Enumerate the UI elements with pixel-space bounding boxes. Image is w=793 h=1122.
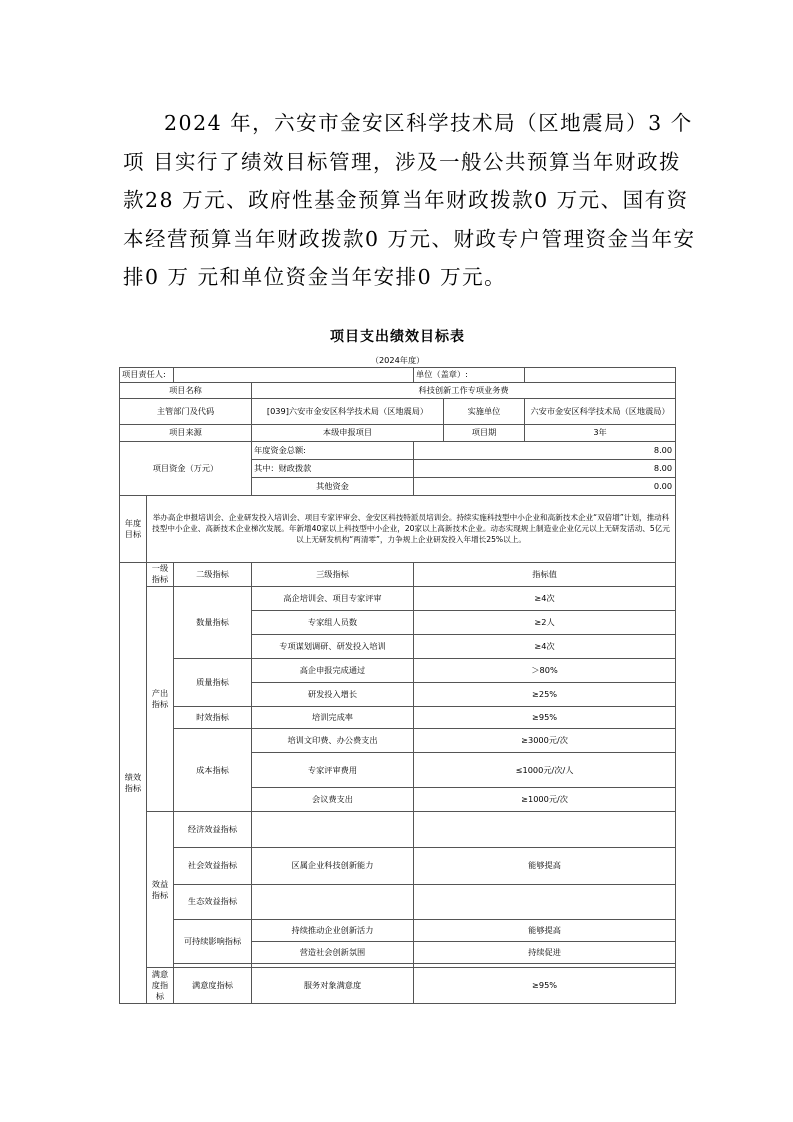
indicator-name: 专家评审费用 — [252, 752, 414, 788]
intro-line: 项 目实行了绩效目标管理，涉及一般公共预算当年财政拨 — [123, 149, 682, 174]
indicator-name: 培训文印费、办公费支出 — [252, 728, 414, 752]
indicator-value: 能够提高 — [414, 847, 676, 884]
indicator-value: 能够提高 — [414, 920, 676, 942]
performance-table — [119, 320, 675, 1004]
intro-line: 本经营预算当年财政拨款0 万元、财政专户管理资金当年安 — [123, 226, 696, 251]
responsible-label: 项目责任人: — [120, 368, 174, 383]
funds-row-label: 年度资金总额: — [252, 442, 414, 460]
indicator-value: ＞80% — [414, 658, 676, 682]
indicator-value: ≥95% — [414, 968, 676, 1004]
dept-value: [039]六安市金安区科学技术局（区地震局） — [252, 399, 444, 424]
intro-line: 2024 年，六安市金安区科学技术局（区地震局）3 个 — [164, 111, 693, 135]
period-label: 项目期 — [444, 424, 525, 442]
eco-label: 生态效益指标 — [174, 884, 252, 920]
goal-label: 年度目标 — [120, 495, 147, 562]
table-year: （2024年度） — [370, 355, 425, 366]
indicator-value: ≥4次 — [414, 634, 676, 658]
indicator-name: 区属企业科技创新能力 — [252, 847, 414, 884]
intro-line: 排0 万 元和单位资金当年安排0 万元。 — [123, 265, 507, 289]
indicator-value: ≥95% — [414, 706, 676, 728]
funds-row-value: 8.00 — [414, 460, 676, 478]
benefit-label: 效益指标 — [147, 812, 174, 968]
source-value: 本级申报项目 — [252, 424, 444, 442]
goal-text: 举办高企申报培训会、企业研发投入培训会、项目专家评审会、金安区科技特派员培训会。持续实施科技型中小企业和高新技术企业“双倍增”计划，推动科技型中小企业、高新技术企业梯次发展。年新增40家以上科技型中小企业，20家以上高新技术企业。动态实现规上制造业企业亿元以上无研发活动、5亿元以上无研发机构“两清零”，力争规上企业研发投入年增长25%以上。 — [147, 495, 676, 562]
economic-label: 经济效益指标 — [174, 812, 252, 848]
satisfaction-level2: 满意度指标 — [174, 968, 252, 1004]
indicator-value: ≥1000元/次 — [414, 788, 676, 812]
indicator-name: 高企培训会、项目专家评审 — [252, 586, 414, 610]
indicator-name: 服务对象满意度 — [252, 968, 414, 1004]
intro-line: 款28 万元、政府性基金预算当年财政拨款0 万元、国有资 — [123, 188, 689, 212]
indicator-value: 持续促进 — [414, 942, 676, 964]
unit-seal-label: 单位（盖章）: — [414, 368, 525, 383]
impl-value: 六安市金安区科学技术局（区地震局） — [525, 399, 676, 424]
output-label: 产出指标 — [147, 586, 174, 812]
indicator-name: 专项谋划调研、研发投入培训 — [252, 634, 414, 658]
funds-label: 项目资金（万元） — [120, 442, 252, 495]
header-level2: 二级指标 — [174, 562, 252, 586]
indicator-name: 持续推动企业创新活力 — [252, 920, 414, 942]
header-value: 指标值 — [414, 562, 676, 586]
funds-row-value: 0.00 — [414, 477, 676, 495]
indicator-name: 高企申报完成通过 — [252, 658, 414, 682]
satisfaction-level1: 满意度指标 — [147, 968, 174, 1004]
table-title: 项目支出绩效目标表 — [330, 328, 466, 345]
indicator-value: ≥2人 — [414, 610, 676, 634]
impl-label: 实施单位 — [444, 399, 525, 424]
indicator-value: ≥4次 — [414, 586, 676, 610]
source-label: 项目来源 — [120, 424, 252, 442]
quality-label: 质量指标 — [174, 658, 252, 706]
social-label: 社会效益指标 — [174, 847, 252, 884]
quantity-label: 数量指标 — [174, 586, 252, 658]
sustain-label: 可持续影响指标 — [174, 920, 252, 964]
project-name-value: 科技创新工作专项业务费 — [252, 382, 676, 399]
indicator-name: 营造社会创新氛围 — [252, 942, 414, 964]
perf-label: 绩效指标 — [120, 562, 147, 1003]
indicator-value: ≥3000元/次 — [414, 728, 676, 752]
time-label: 时效指标 — [174, 706, 252, 728]
header-level1: 一级指标 — [147, 562, 174, 586]
indicator-value: ≥25% — [414, 682, 676, 706]
funds-row-label: 其他资金 — [252, 477, 414, 495]
project-name-label: 项目名称 — [120, 382, 252, 399]
indicator-name: 培训完成率 — [252, 706, 414, 728]
intro-paragraph — [123, 104, 696, 297]
indicator-name: 研发投入增长 — [252, 682, 414, 706]
funds-row-label: 其中：财政拨款 — [252, 460, 414, 478]
funds-row-value: 8.00 — [414, 442, 676, 460]
header-level3: 三级指标 — [252, 562, 414, 586]
indicator-value: ≤1000元/次/人 — [414, 752, 676, 788]
dept-label: 主管部门及代码 — [120, 399, 252, 424]
cost-label: 成本指标 — [174, 728, 252, 812]
indicator-name: 会议费支出 — [252, 788, 414, 812]
period-value: 3年 — [525, 424, 676, 442]
indicator-name: 专家组人员数 — [252, 610, 414, 634]
